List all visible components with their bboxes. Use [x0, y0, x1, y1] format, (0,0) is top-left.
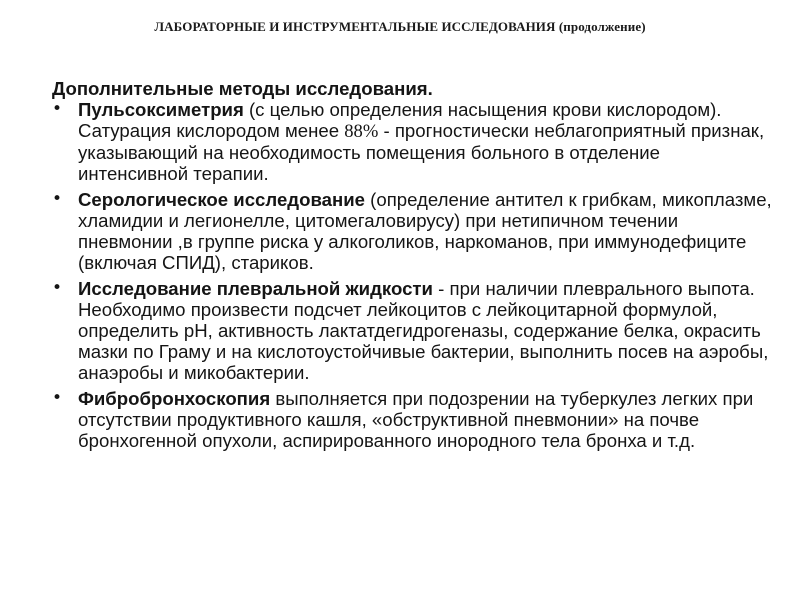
intro-heading: Дополнительные методы исследования. — [52, 78, 433, 99]
bullet-icon: • — [52, 278, 63, 298]
slide-title: ЛАБОРАТОРНЫЕ И ИНСТРУМЕНТАЛЬНЫЕ ИССЛЕДОВАНИЯ (продолжение) — [154, 19, 646, 34]
bullet-term: Пульсоксиметрия — [78, 99, 244, 120]
bullet-icon: • — [52, 99, 63, 119]
bullet-term: Серологическое исследование — [78, 189, 365, 210]
bullet-text: (определение антител к грибкам, микоплазме, хламидии и легионелле, цитомегаловирусу) при нетипичном течении пневмонии ,в группе риска у алкоголиков, наркоманов, при иммунодефиците (включая СПИД), стариков. — [78, 189, 772, 273]
bullet-term: Исследование плевральной жидкости — [78, 278, 433, 299]
saturation-value: 88% — [344, 121, 379, 142]
bullet-item-serology — [52, 189, 774, 273]
bullet-icon: • — [52, 388, 63, 408]
bullet-text: (с целью определения насыщения крови кислородом). Сатурация кислородом менее — [78, 99, 722, 141]
bullet-term: Фибробронхоскопия — [78, 388, 271, 409]
bullet-item-bronchoscopy — [52, 388, 774, 451]
bullet-list — [52, 99, 774, 451]
bullet-item-pleural-fluid — [52, 278, 774, 383]
bullet-text: - прогностически неблагоприятный признак, указывающий на необходимость помещения больного в отделение интенсивной терапии. — [78, 120, 765, 184]
bullet-text: - при наличии плеврального выпота. Необходимо произвести подсчет лейкоцитов с лейкоцитарной формулой, определить рН, активность лактатдегидрогеназы, содержание белка, окрасить мазки по Граму и на кислотоустойчивые бактерии, выполнить посев на аэробы, анаэробы и микобактерии. — [78, 278, 769, 383]
bullet-item-pulse-oximetry — [52, 99, 774, 184]
bullet-text: выполняется при подозрении на туберкулез легких при отсутствии продуктивного кашля, «обструктивной пневмонии» на почве бронхогенной опухоли, аспирированного инородного тела бронха и т.д. — [78, 388, 754, 451]
bullet-icon: • — [52, 189, 63, 209]
slide-content — [52, 78, 774, 456]
